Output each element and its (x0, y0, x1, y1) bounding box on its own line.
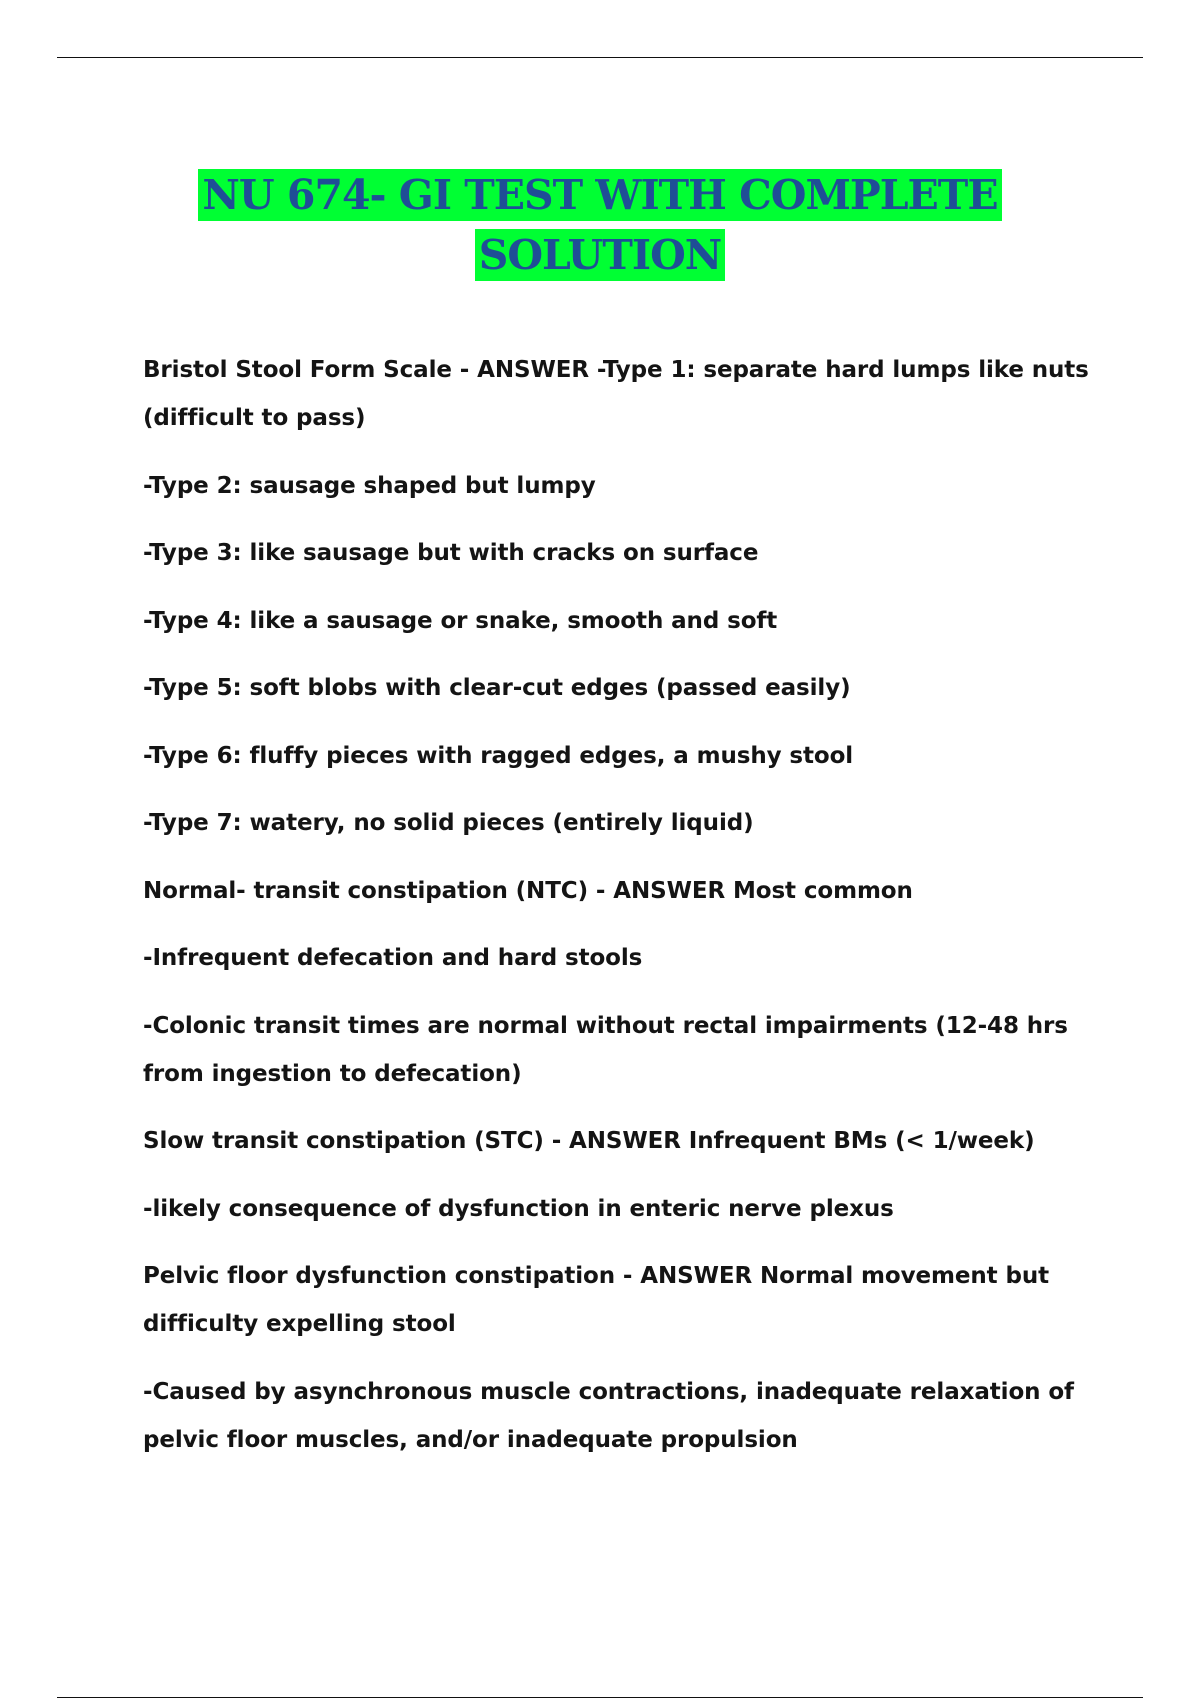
top-divider (57, 57, 1143, 58)
title-line-1: NU 674- GI TEST WITH COMPLETE (198, 169, 1001, 221)
paragraph-stc: Slow transit constipation (STC) - ANSWER Infrequent BMs (< 1/week) (143, 1128, 1035, 1154)
paragraph-type-5: -Type 5: soft blobs with clear-cut edges (passed easily) (143, 675, 851, 701)
paragraph-stc-consequence: -likely consequence of dysfunction in enteric nerve plexus (143, 1195, 894, 1222)
paragraph-type-3: -Type 3: like sausage but with cracks on surface (143, 540, 759, 566)
paragraph-ntc: Normal- transit constipation (NTC) - ANSWER Most common (143, 877, 913, 904)
paragraph-type-6: -Type 6: fluffy pieces with ragged edges, a mushy stool (143, 742, 854, 769)
paragraph-type-2: -Type 2: sausage shaped but lumpy (143, 472, 596, 499)
paragraph-bristol-scale: Bristol Stool Form Scale - ANSWER -Type 1: separate hard lumps like nuts (difficult to pass) (143, 357, 1089, 431)
paragraph-pelvic-floor: Pelvic floor dysfunction constipation - ANSWER Normal movement but difficulty expelling stool (143, 1263, 1049, 1337)
paragraph-ntc-infrequent: -Infrequent defecation and hard stools (143, 945, 643, 971)
paragraph-type-4: -Type 4: like a sausage or snake, smooth and soft (143, 607, 778, 634)
document-title (0, 169, 1200, 281)
bottom-divider (57, 1697, 1143, 1698)
paragraph-type-7: -Type 7: watery, no solid pieces (entirely liquid) (143, 810, 754, 836)
paragraph-ntc-transit-times: -Colonic transit times are normal without rectal impairments (12-48 hrs from ingestion to defecation) (143, 1012, 1068, 1087)
paragraph-pelvic-floor-cause: -Caused by asynchronous muscle contractions, inadequate relaxation of pelvic floor muscles, and/or inadequate propulsion (143, 1378, 1074, 1453)
document-body (143, 346, 1093, 1483)
title-line-2: SOLUTION (475, 229, 726, 281)
